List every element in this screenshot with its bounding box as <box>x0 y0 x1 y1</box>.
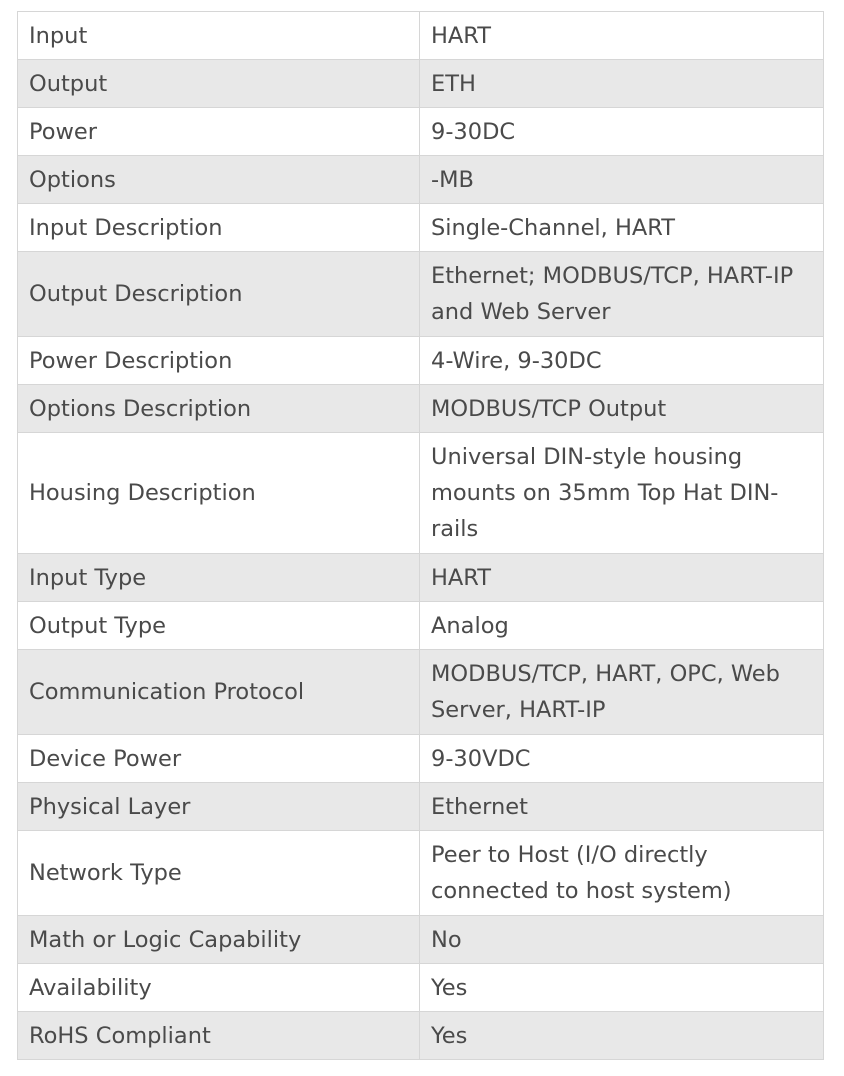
table-row <box>18 1012 824 1060</box>
table-row <box>18 964 824 1012</box>
spec-label: Math or Logic Capability <box>18 916 420 964</box>
spec-label: Physical Layer <box>18 783 420 831</box>
table-row <box>18 783 824 831</box>
spec-label: Input <box>18 12 420 60</box>
spec-value: MODBUS/TCP Output <box>420 385 824 433</box>
spec-label: Output <box>18 60 420 108</box>
spec-label: Options <box>18 156 420 204</box>
spec-value: Universal DIN-style housing mounts on 35mm Top Hat DIN-rails <box>420 433 824 554</box>
table-row <box>18 60 824 108</box>
spec-value: Analog <box>420 602 824 650</box>
spec-value: 9-30DC <box>420 108 824 156</box>
table-row <box>18 650 824 735</box>
table-row <box>18 602 824 650</box>
table-row <box>18 385 824 433</box>
table-row <box>18 156 824 204</box>
spec-value: HART <box>420 12 824 60</box>
spec-label: Power Description <box>18 337 420 385</box>
spec-value: Single-Channel, HART <box>420 204 824 252</box>
table-row <box>18 433 824 554</box>
table-row <box>18 12 824 60</box>
spec-label: Availability <box>18 964 420 1012</box>
table-row <box>18 108 824 156</box>
table-row <box>18 554 824 602</box>
table-row <box>18 831 824 916</box>
spec-value: Peer to Host (I/O directly connected to host system) <box>420 831 824 916</box>
spec-value: 4-Wire, 9-30DC <box>420 337 824 385</box>
spec-label: Power <box>18 108 420 156</box>
spec-value: MODBUS/TCP, HART, OPC, Web Server, HART-IP <box>420 650 824 735</box>
spec-value: -MB <box>420 156 824 204</box>
spec-value: Yes <box>420 964 824 1012</box>
spec-value: 9-30VDC <box>420 735 824 783</box>
spec-value: Yes <box>420 1012 824 1060</box>
table-row <box>18 337 824 385</box>
spec-value: HART <box>420 554 824 602</box>
spec-value: No <box>420 916 824 964</box>
table-row <box>18 735 824 783</box>
spec-label: Output Description <box>18 252 420 337</box>
spec-label: Device Power <box>18 735 420 783</box>
specifications-table <box>17 11 824 1060</box>
spec-value: Ethernet; MODBUS/TCP, HART-IP and Web Server <box>420 252 824 337</box>
table-row <box>18 252 824 337</box>
spec-label: Communication Protocol <box>18 650 420 735</box>
spec-label: Housing Description <box>18 433 420 554</box>
spec-value: ETH <box>420 60 824 108</box>
spec-label: RoHS Compliant <box>18 1012 420 1060</box>
spec-value: Ethernet <box>420 783 824 831</box>
spec-label: Output Type <box>18 602 420 650</box>
table-row <box>18 916 824 964</box>
spec-label: Input Type <box>18 554 420 602</box>
specifications-body <box>18 12 824 1060</box>
spec-label: Options Description <box>18 385 420 433</box>
table-row <box>18 204 824 252</box>
spec-label: Input Description <box>18 204 420 252</box>
spec-label: Network Type <box>18 831 420 916</box>
